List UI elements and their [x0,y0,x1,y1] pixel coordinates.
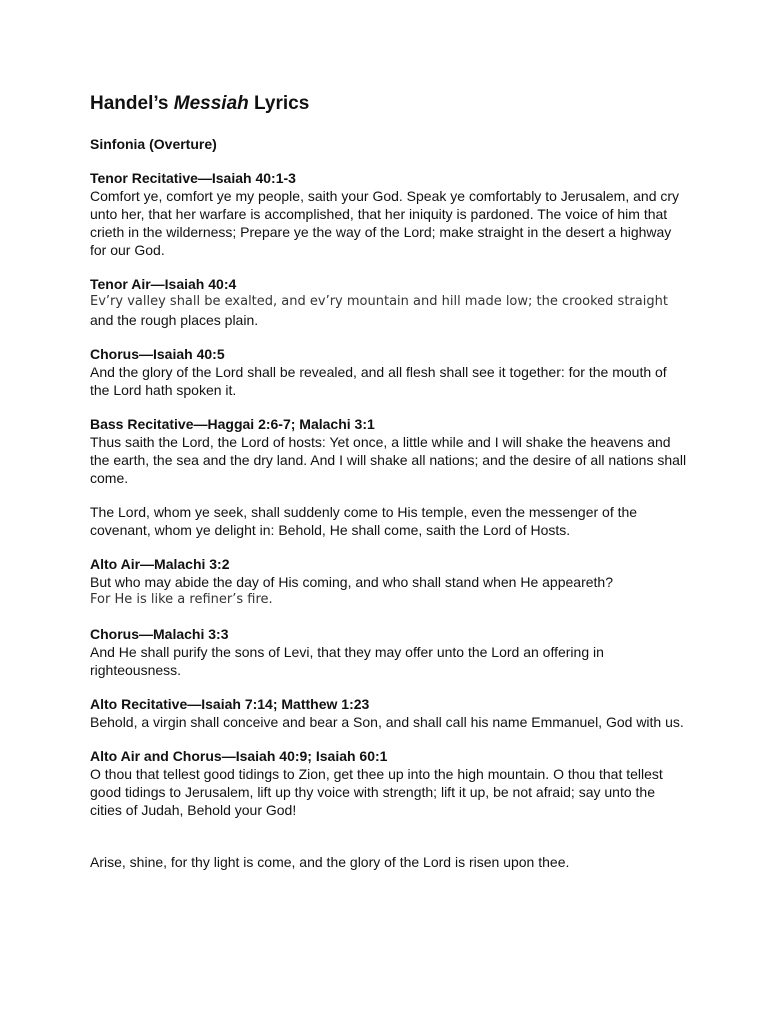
section-text: Behold, a virgin shall conceive and bear a Son, and shall call his name Emmanuel, God with us. [90,714,684,730]
section-heading: Alto Air—Malachi 3:2 [90,556,230,572]
section-tenor-recitative [90,169,690,259]
subtitle: Sinfonia (Overture) [90,136,217,152]
title-italic: Messiah [173,93,249,114]
section-text: O thou that tellest good tidings to Zion, get thee up into the high mountain. O thou that tellest good tidings to Jerusalem, lift up thy voice with strength; lift it up, be not afraid; say unto the cities of Judah, Behold your God! [90,766,663,818]
section-heading: Chorus—Isaiah 40:5 [90,346,225,362]
page-title [90,92,690,116]
section-alto-air-chorus [90,747,690,871]
section-text: And the glory of the Lord shall be revealed, and all flesh shall see it together: for the mouth of the Lord hath spoken it. [90,364,667,398]
section-text-line-2: For He is like a refiner’s fire. [90,592,273,607]
document-page [90,92,690,887]
section-text-line-2: and the rough places plain. [90,312,259,328]
section-text-line-1: But who may abide the day of His coming, and who shall stand when He appeareth? [90,574,613,590]
section-heading: Alto Recitative—Isaiah 7:14; Matthew 1:23 [90,696,370,712]
section-chorus-isaiah [90,345,690,399]
section-heading: Chorus—Malachi 3:3 [90,626,229,642]
section-heading: Bass Recitative—Haggai 2:6-7; Malachi 3:1 [90,416,375,432]
section-text: Thus saith the Lord, the Lord of hosts: Yet once, a little while and I will shake the heavens and the earth, the sea and the dry land. And I will shake all nations; and the desire of all nations shall come. [90,434,687,486]
section-bass-recitative [90,415,690,539]
section-heading: Tenor Air—Isaiah 40:4 [90,276,237,292]
section-chorus-malachi [90,625,690,679]
section-text-second: Arise, shine, for thy light is come, and the glory of the Lord is risen upon thee. [90,854,570,870]
title-prefix: Handel’s [90,93,174,114]
section-text: And He shall purify the sons of Levi, that they may offer unto the Lord an offering in righteousness. [90,644,604,678]
section-text-line-1: Ev’ry valley shall be exalted, and ev’ry mountain and hill made low; the crooked straight [90,294,668,309]
section-alto-recitative [90,695,690,731]
section-tenor-air [90,275,690,329]
section-alto-air [90,555,690,609]
section-text: Comfort ye, comfort ye my people, saith your God. Speak ye comfortably to Jerusalem, and cry unto her, that her warfare is accomplished, that her iniquity is pardoned. The voice of him that crieth in the wilderness; Prepare ye the way of the Lord; make straight in the desert a highway for our God. [90,188,680,258]
section-heading: Tenor Recitative—Isaiah 40:1-3 [90,170,296,186]
section-heading: Alto Air and Chorus—Isaiah 40:9; Isaiah 60:1 [90,748,388,764]
section-text-second: The Lord, whom ye seek, shall suddenly come to His temple, even the messenger of the covenant, whom ye delight in: Behold, He shall come, saith the Lord of Hosts. [90,504,638,538]
title-suffix: Lyrics [248,93,310,114]
